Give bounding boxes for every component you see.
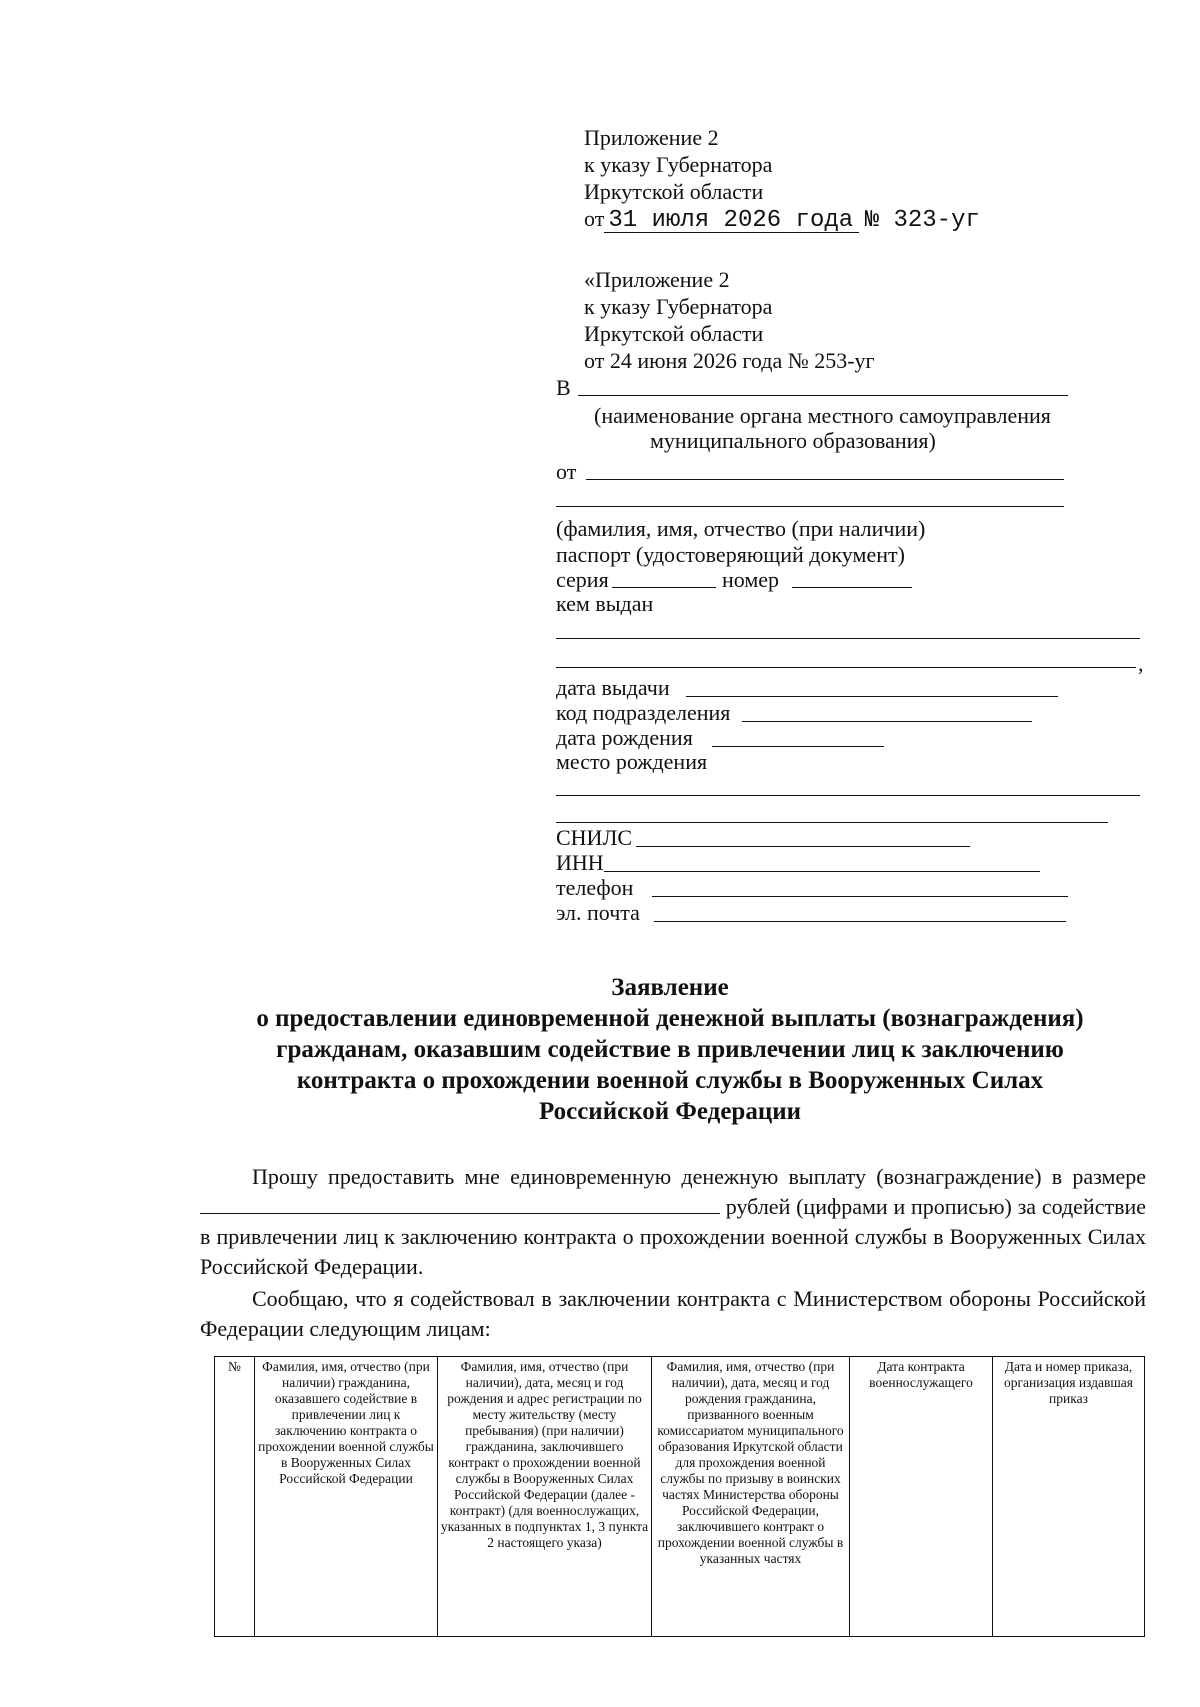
series-label: серия — [556, 567, 609, 592]
email-field[interactable] — [654, 921, 1066, 922]
fio-caption: (фамилия, имя, отчество (при наличии) — [556, 516, 926, 541]
appendix-line: Иркутской области — [584, 321, 764, 346]
snils-field[interactable] — [636, 846, 970, 847]
issued-by-comma: , — [1138, 651, 1144, 676]
statement-title — [190, 972, 1150, 1127]
table-header-cell: Фамилия, имя, отчество (при наличии) гражданина, оказавшего содействие в привлечении лиц к заключению контракта о прохождении военной службы в Вооруженных Силах Российской Федерации — [255, 1357, 438, 1637]
request-text-end: рублей (цифрами и прописью) за содействие в привлечении лиц к заключению контракта о прохождении военной службы в Вооруженных Силах Российской Федерации. — [200, 1194, 1146, 1279]
appendix-header-old — [584, 266, 875, 374]
issued-by-label: кем выдан — [556, 591, 654, 616]
appendix-line: к указу Губернатора — [584, 152, 773, 177]
birth-date-label: дата рождения — [556, 725, 693, 750]
table-header-cell: Дата и номер приказа, организация издавшая приказ — [993, 1357, 1145, 1637]
division-code-field[interactable] — [742, 721, 1032, 722]
phone-label: телефон — [556, 875, 634, 900]
title-line: о предоставлении единовременной денежной выплаты (вознаграждения) — [256, 1005, 1084, 1032]
appendix-line: Приложение 2 — [584, 125, 719, 150]
table-header-cell: № — [215, 1357, 255, 1637]
amount-field[interactable] — [200, 1195, 720, 1214]
to-caption: муниципального образования) — [650, 428, 936, 453]
date-prefix: от — [584, 206, 605, 231]
appendix-line: к указу Губернатора — [584, 294, 773, 319]
number-label: номер — [722, 567, 780, 592]
from-field[interactable] — [586, 479, 1064, 480]
decree-number: № 323-уг — [864, 207, 980, 234]
appendix-header-new — [584, 124, 980, 234]
from-field-line2[interactable] — [556, 506, 1064, 507]
appendix-date-line — [584, 205, 980, 234]
appendix-line: Иркутской области — [584, 179, 764, 204]
phone-field[interactable] — [652, 896, 1068, 897]
snils-label: СНИЛС — [556, 825, 633, 850]
birth-place-field-line2[interactable] — [556, 822, 1108, 823]
table-header-cell: Фамилия, имя, отчество (при наличии), дата, месяц и год рождения гражданина, призванного военным комиссариатом муниципального образования Иркутской области для прохождения военной службы по призыву в воинских частях Министерства обороны Российской Федерации, заключившего контракт о прохождении военной службы в указанных частях — [652, 1357, 850, 1637]
issue-date-field[interactable] — [686, 696, 1058, 697]
to-caption: (наименование органа местного самоуправления — [594, 403, 1051, 428]
table-header-row — [215, 1357, 1145, 1637]
title-line: гражданам, оказавшим содействие в привлечении лиц к заключению — [276, 1036, 1064, 1063]
number-field[interactable] — [792, 587, 912, 588]
table-header-cell: Дата контракта военнослужащего — [850, 1357, 993, 1637]
from-label: от — [556, 459, 577, 484]
info-paragraph: Сообщаю, что я содействовал в заключении контракта с Министерством обороны Российской Федерации следующим лицам: — [200, 1286, 1146, 1341]
appendix-line: от 24 июня 2026 года № 253-уг — [584, 348, 875, 373]
birth-place-field[interactable] — [556, 795, 1140, 796]
appendix-line: «Приложение 2 — [584, 267, 730, 292]
issue-date-label: дата выдачи — [556, 675, 670, 700]
inn-field[interactable] — [604, 871, 1040, 872]
request-text-start: Прошу предоставить мне единовременную денежную выплату (вознаграждение) в размере — [252, 1164, 1146, 1189]
title-line: Российской Федерации — [538, 1098, 802, 1125]
to-field[interactable] — [578, 395, 1068, 396]
inn-label: ИНН — [556, 850, 604, 875]
birth-place-label: место рождения — [556, 749, 708, 774]
request-paragraph — [200, 1162, 1146, 1282]
title-line: Заявление — [611, 974, 729, 1001]
decree-date: 31 июля 2026 года — [604, 210, 859, 233]
email-label: эл. почта — [556, 900, 640, 925]
issued-by-field[interactable] — [556, 638, 1140, 639]
passport-label: паспорт (удостоверяющий документ) — [556, 542, 905, 567]
series-field[interactable] — [612, 587, 716, 588]
persons-table — [214, 1356, 1145, 1637]
to-label: В — [556, 375, 571, 400]
title-line: контракта о прохождении военной службы в Вооруженных Силах — [296, 1067, 1044, 1094]
table-header-cell: Фамилия, имя, отчество (при наличии), дата, месяц и год рождения и адрес регистрации по месту жительству (месту пребывания) (при наличии) гражданина, заключившего контракт о прохождении военной службы в Вооруженных Силах Российской Федерации (далее - контракт) (для военнослужащих, указанных в подпунктах 1, 3 пункта 2 настоящего указа) — [438, 1357, 652, 1637]
division-code-label: код подразделения — [556, 700, 731, 725]
birth-date-field[interactable] — [712, 746, 884, 747]
issued-by-field-line2[interactable] — [556, 667, 1136, 668]
